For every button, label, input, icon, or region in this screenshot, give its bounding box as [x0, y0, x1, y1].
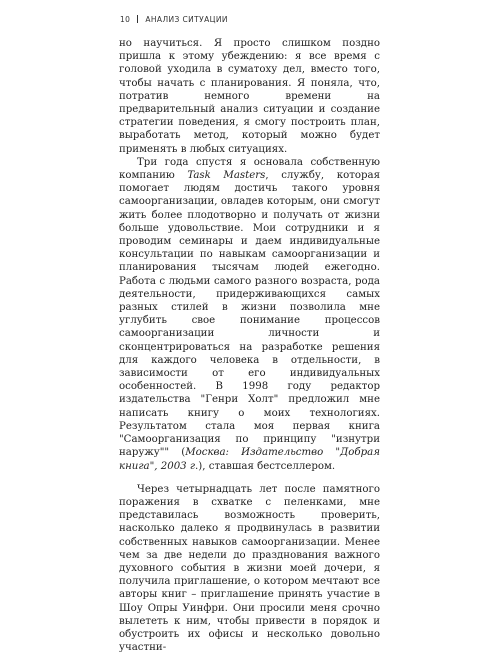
- paragraph-text: , службу, которая помогает людям достичь такого уровня самоорганизации, овладев которым, они смогут жить более плодотворно и получать от жизни больше удовольствие. Мои сотрудники и я проводим семинары и даем индивидуальные консультации по навыкам самоорганизации и планирования тысячам людей ежегодно. Работа с людьми самого разного возраста, рода деятельности, придерживающихся самых разных стилей в жизни позволила мне углубить свое понимание процессов самоорганизации личности и сконцентрироваться на разработке решения для каждого человека в отдельности, в зависимости от его индивидуальных особенностей. В 1998 году редактор издательства "Генри Холт" предложил мне написать книгу о моих технологиях. Результатом стала моя первая книга "Самоорганизация по принципу "изнутри наружу"" (: [119, 170, 381, 459]
- paragraph: [119, 156, 380, 473]
- publisher-citation: Москва: Издательство "Добрая книга", 2003 г.: [119, 447, 380, 472]
- body-text: [119, 37, 380, 654]
- paragraph-text: Три года спустя я основала собственную компанию: [119, 156, 380, 182]
- company-name: Task Masters: [187, 170, 266, 182]
- section-title: АНАЛИЗ СИТУАЦИИ: [145, 14, 228, 24]
- paragraph: но научиться. Я просто слишком поздно пришла к этому убеждению: я все время с головой уходила в суматоху дел, вместо того, чтобы начать с планирования. Я поняла, что, потратив немного времени на предварительный анализ ситуации и создание стратегии поведения, я смогу построить план, выработать метод, который можно будет применять в любых ситуациях.: [119, 38, 380, 155]
- page-number: 10: [120, 14, 131, 24]
- paragraph-text: ), ставшая бестселлером.: [198, 460, 336, 472]
- paragraph: Через четырнадцать лет после памятного поражения в схватке с пеленками, мне представилась возможность проверить, насколько далеко я продвинулась в развитии собственных навыков самоорганизации. Менее чем за две недели до празднования важного духовного события в жизни моей дочери, я получила приглашение, о котором мечтают все авторы книг – приглашение принять участие в Шоу Опры Уинфри. Они просили меня срочно вылететь к ним, чтобы привести в порядок и обустроить их офисы и несколько довольно участни-: [119, 483, 380, 654]
- running-head: [120, 12, 228, 26]
- header-divider: [137, 15, 138, 23]
